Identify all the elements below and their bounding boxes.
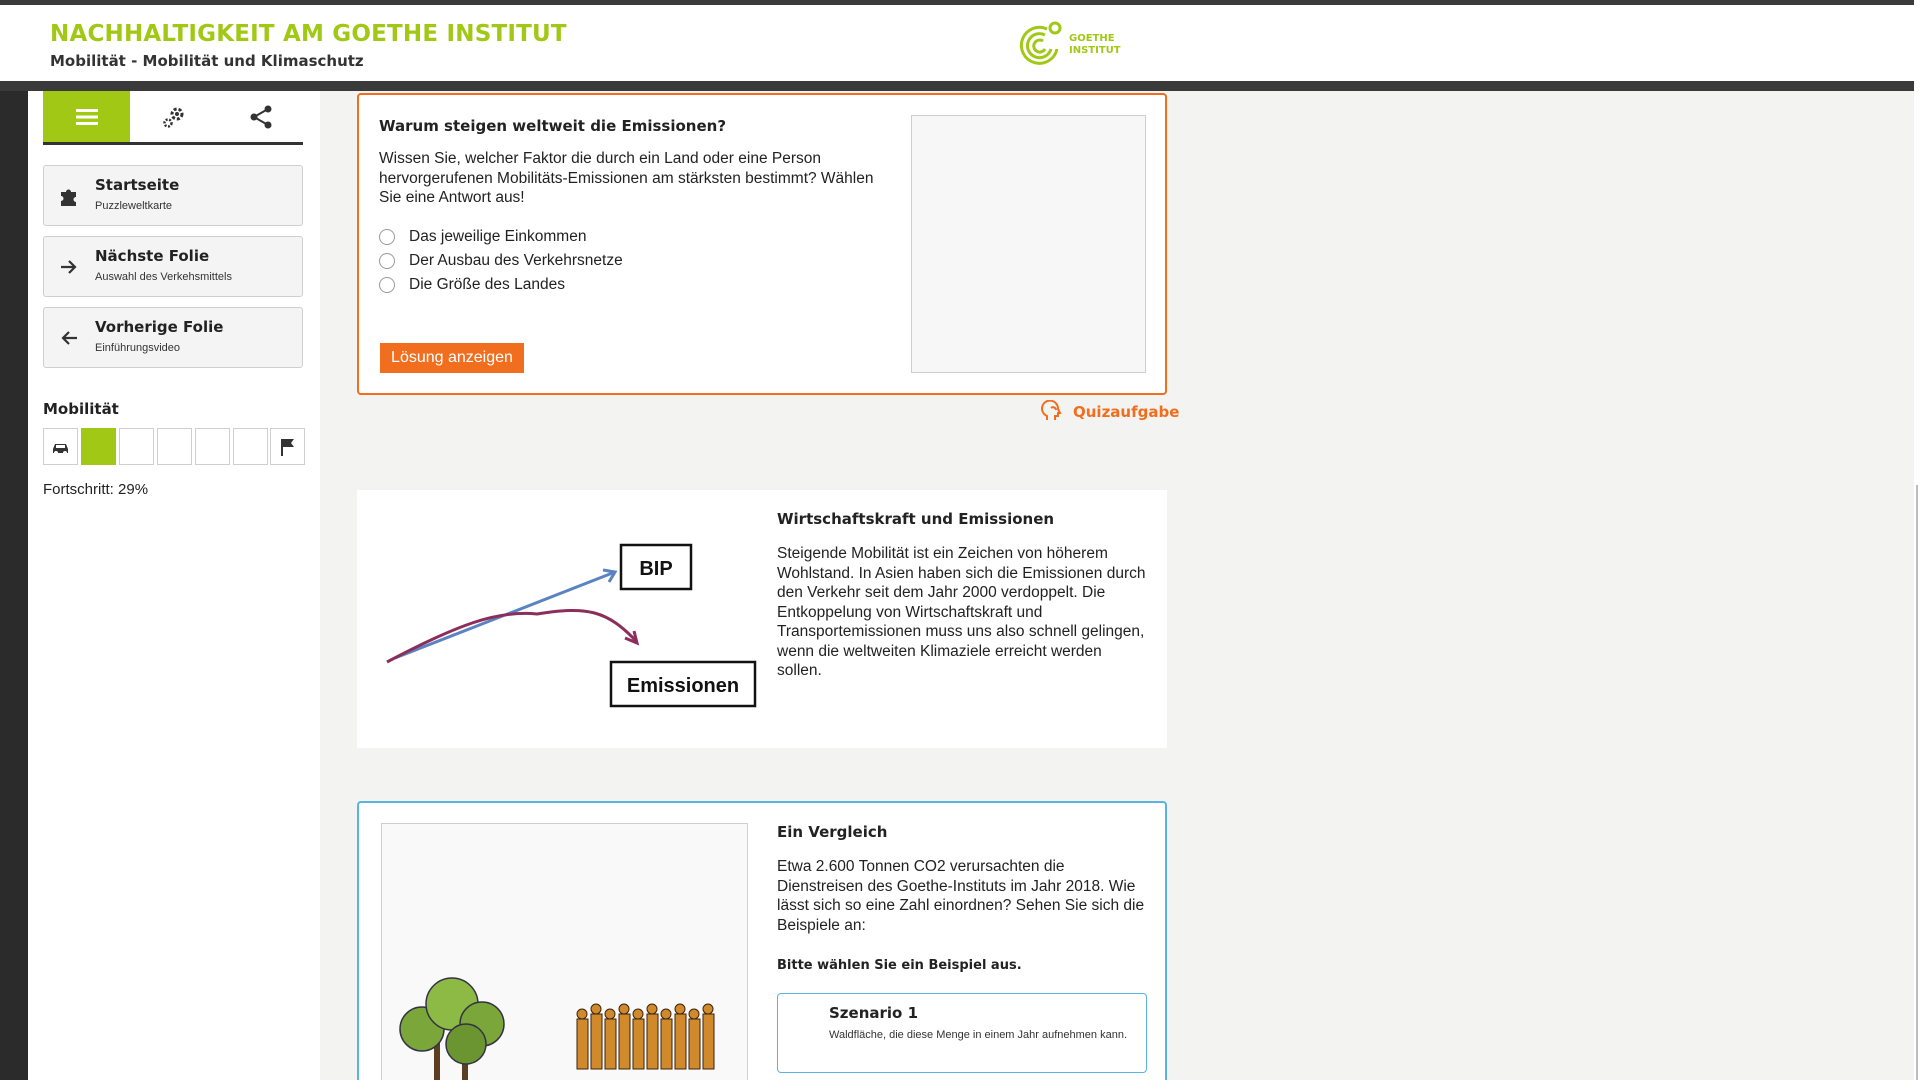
section-title: Mobilität xyxy=(43,400,119,418)
tab-share[interactable] xyxy=(217,91,304,142)
nav-label: Startseite xyxy=(95,176,180,194)
sidebar-tabs xyxy=(43,91,303,145)
progress-step xyxy=(195,428,230,465)
bip-emissions-illustration xyxy=(377,510,757,720)
tab-menu[interactable] xyxy=(43,91,130,142)
nav-previous-slide-button[interactable] xyxy=(43,307,303,368)
quiz-option-label: Die Größe des Landes xyxy=(409,276,565,293)
tab-settings[interactable] xyxy=(130,91,217,142)
scenario-1-button[interactable] xyxy=(777,993,1147,1073)
puzzle-icon xyxy=(57,184,81,208)
left-margin xyxy=(0,91,28,1080)
quiz-option-label: Das jeweilige Einkommen xyxy=(409,228,587,245)
progress-start-cell xyxy=(43,428,78,465)
quiz-card xyxy=(357,93,1167,395)
progress-end-cell xyxy=(270,428,305,465)
nav-sublabel: Einführungsvideo xyxy=(95,342,181,354)
menu-icon xyxy=(76,108,98,126)
scrollbar-track[interactable] xyxy=(1914,0,1920,1080)
logo-text-line2: INSTITUT xyxy=(1069,45,1121,56)
quiz-type-text: Quizaufgabe xyxy=(1073,403,1180,421)
scenario-title: Szenario 1 xyxy=(829,1004,919,1022)
economy-emissions-card xyxy=(357,490,1167,748)
page-subtitle: Mobilität - Mobilität und Klimaschutz xyxy=(50,52,364,70)
progress-text: Fortschritt: 29% xyxy=(43,481,149,498)
progress-step xyxy=(119,428,154,465)
card-body: Steigende Mobilität ist ein Zeichen von höherem Wohlstand. In Asien haben sich die Emissionen durch den Verkehr seit dem Jahr 2000 verdoppelt. Die Entkoppelung von Wirtschaftskraft und Transportemissionen muss uns also schnell gelingen, wenn die weltweiten Klimaziele erreicht werden sollen. xyxy=(777,545,1146,679)
arrow-right-icon xyxy=(57,255,81,279)
progress-step xyxy=(81,428,116,465)
radio-button[interactable] xyxy=(379,277,395,293)
arrow-left-icon xyxy=(57,326,81,350)
goethe-logo-icon xyxy=(1017,19,1069,71)
quiz-option-label: Der Ausbau des Verkehrsnetze xyxy=(409,252,623,269)
goethe-logo[interactable] xyxy=(1017,19,1127,71)
scrollbar-thumb[interactable] xyxy=(1916,485,1918,1080)
site-title: NACHHALTIGKEIT AM GOETHE INSTITUT xyxy=(50,21,567,47)
scenario-description: Waldfläche, die diese Menge in einem Jahr aufnehmen kann. xyxy=(829,1029,1127,1041)
nav-label: Nächste Folie xyxy=(95,247,210,265)
brain-head-icon xyxy=(1041,400,1065,424)
people-crowd-icon xyxy=(577,1004,714,1069)
nav-sublabel: Puzzleweltkarte xyxy=(95,200,173,212)
radio-button[interactable] xyxy=(379,229,395,245)
header-divider xyxy=(0,81,1914,91)
card-body: Etwa 2.600 Tonnen CO2 verursachten die Dienstreisen des Goethe-Instituts im Jahr 2018. Wie lässt sich so eine Zahl einordnen? Sehen Sie sich die Beispiele an: xyxy=(777,858,1145,934)
nav-next-slide-button[interactable] xyxy=(43,236,303,297)
pick-instruction: Bitte wählen Sie ein Beispiel aus. xyxy=(777,958,1022,973)
comparison-image xyxy=(381,823,748,1080)
bip-label: BIP xyxy=(639,558,673,580)
nav-startseite-button[interactable] xyxy=(43,165,303,226)
progress-step xyxy=(157,428,192,465)
logo-text-line1: GOETHE xyxy=(1069,33,1115,44)
quiz-question: Wissen Sie, welcher Faktor die durch ein Land oder eine Person hervorgerufenen Mobilitäts-Emissionen am stärksten bestimmt? Wählen Sie eine Antwort aus! xyxy=(379,150,874,206)
show-solution-button[interactable]: Lösung anzeigen xyxy=(380,343,524,373)
settings-icon xyxy=(161,104,187,130)
quiz-title: Warum steigen weltweit die Emissionen? xyxy=(379,117,727,135)
quiz-image-placeholder xyxy=(911,115,1146,373)
nav-label: Vorherige Folie xyxy=(95,318,224,336)
quiz-option[interactable] xyxy=(379,275,565,295)
progress-step xyxy=(233,428,268,465)
comparison-card xyxy=(357,801,1167,1080)
emissions-label: Emissionen xyxy=(626,675,740,697)
share-icon xyxy=(248,104,274,130)
card-title: Wirtschaftskraft und Emissionen xyxy=(777,510,1055,528)
page-header xyxy=(0,5,1914,81)
quiz-type-label xyxy=(1041,400,1179,424)
radio-button[interactable] xyxy=(379,253,395,269)
quiz-option[interactable] xyxy=(379,227,586,247)
car-icon xyxy=(44,429,77,464)
logo-text xyxy=(1069,33,1121,57)
flag-icon xyxy=(271,429,304,464)
card-title: Ein Vergleich xyxy=(777,823,888,841)
nav-sublabel: Auswahl des Verkehsmittels xyxy=(95,271,232,283)
quiz-option[interactable] xyxy=(379,251,623,271)
trees-and-people-illustration xyxy=(382,824,748,1080)
tree-icon xyxy=(400,978,504,1080)
